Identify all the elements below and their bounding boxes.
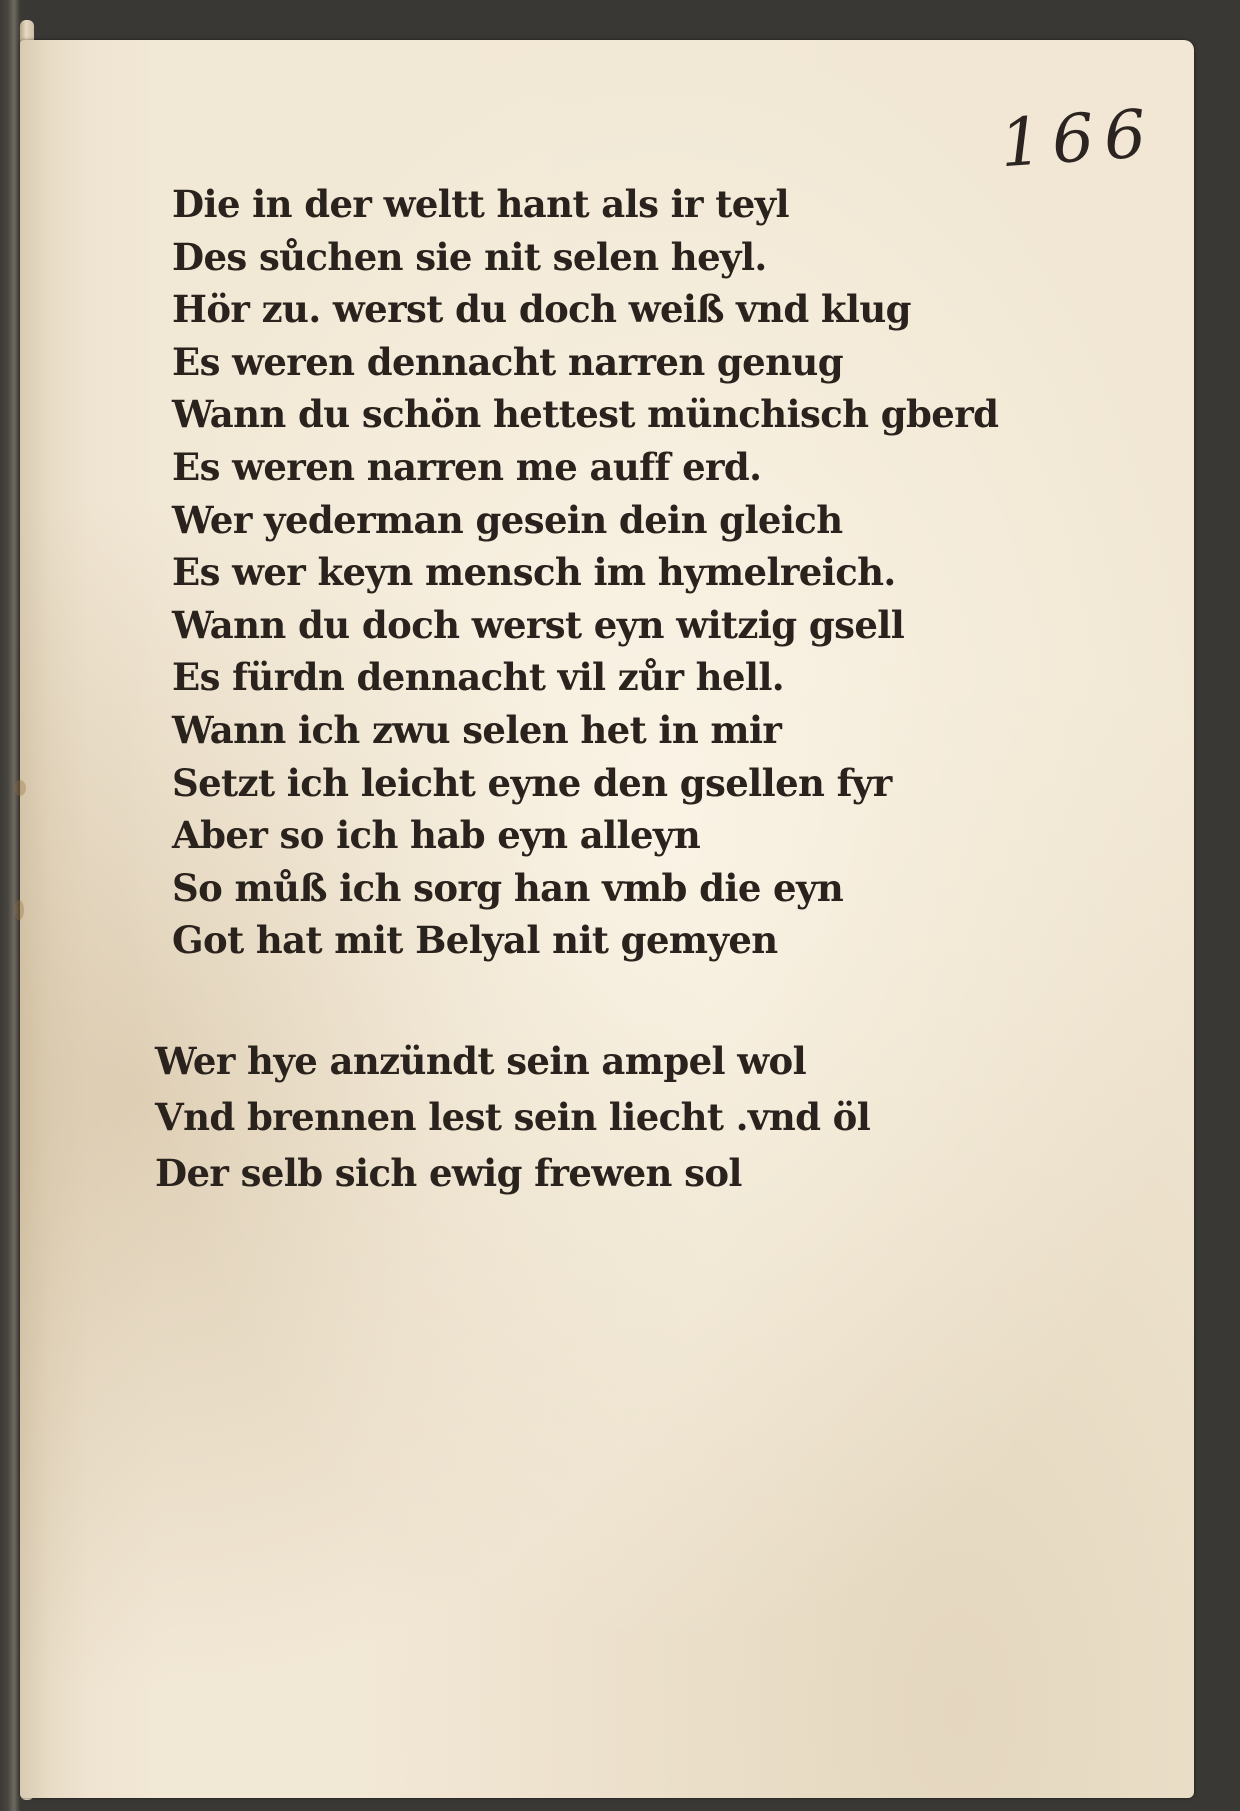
verse-line: Wann ich zwu selen het in mir (172, 707, 782, 752)
verse-line: Wann du doch werst eyn witzig gsell (172, 602, 905, 647)
verse-line: Es wer keyn mensch im hymelreich. (172, 550, 896, 595)
verse-line: Der selb sich ewig frewen sol (155, 1151, 742, 1195)
verse-line: Wann du schön hettest münchisch gberd (172, 392, 999, 437)
verse-line: So můß ich sorg han vmb die eyn (172, 865, 844, 910)
verse-line: Die in der weltt hant als ir teyl (172, 182, 790, 226)
verse-stanza (155, 1033, 870, 1201)
verse-line: Wer hye anzündt sein ampel wol (155, 1039, 807, 1083)
verse-line: Des sůchen sie nit selen heyl. (172, 234, 767, 279)
folio-number: 166 (997, 94, 1159, 183)
verse-line: Es fürdn dennacht vil zůr hell. (172, 655, 785, 700)
verse-line: Es weren narren me auff erd. (172, 444, 762, 489)
foxing-stain (14, 900, 24, 920)
verse-line: Hör zu. werst du doch weiß vnd klug (172, 287, 911, 332)
verse-line: Vnd brennen lest sein liecht .vnd öl (155, 1095, 871, 1139)
verse-line: Wer yederman gesein dein gleich (172, 497, 843, 542)
verse-stanza (172, 178, 998, 967)
foxing-stain (14, 780, 26, 796)
verse-line: Setzt ich leicht eyne den gsellen fyr (172, 760, 892, 805)
verse-line: Got hat mit Belyal nit gemyen (172, 918, 778, 963)
verse-line: Aber so ich hab eyn alleyn (172, 813, 701, 858)
verse-line: Es weren dennacht narren genug (172, 339, 843, 384)
